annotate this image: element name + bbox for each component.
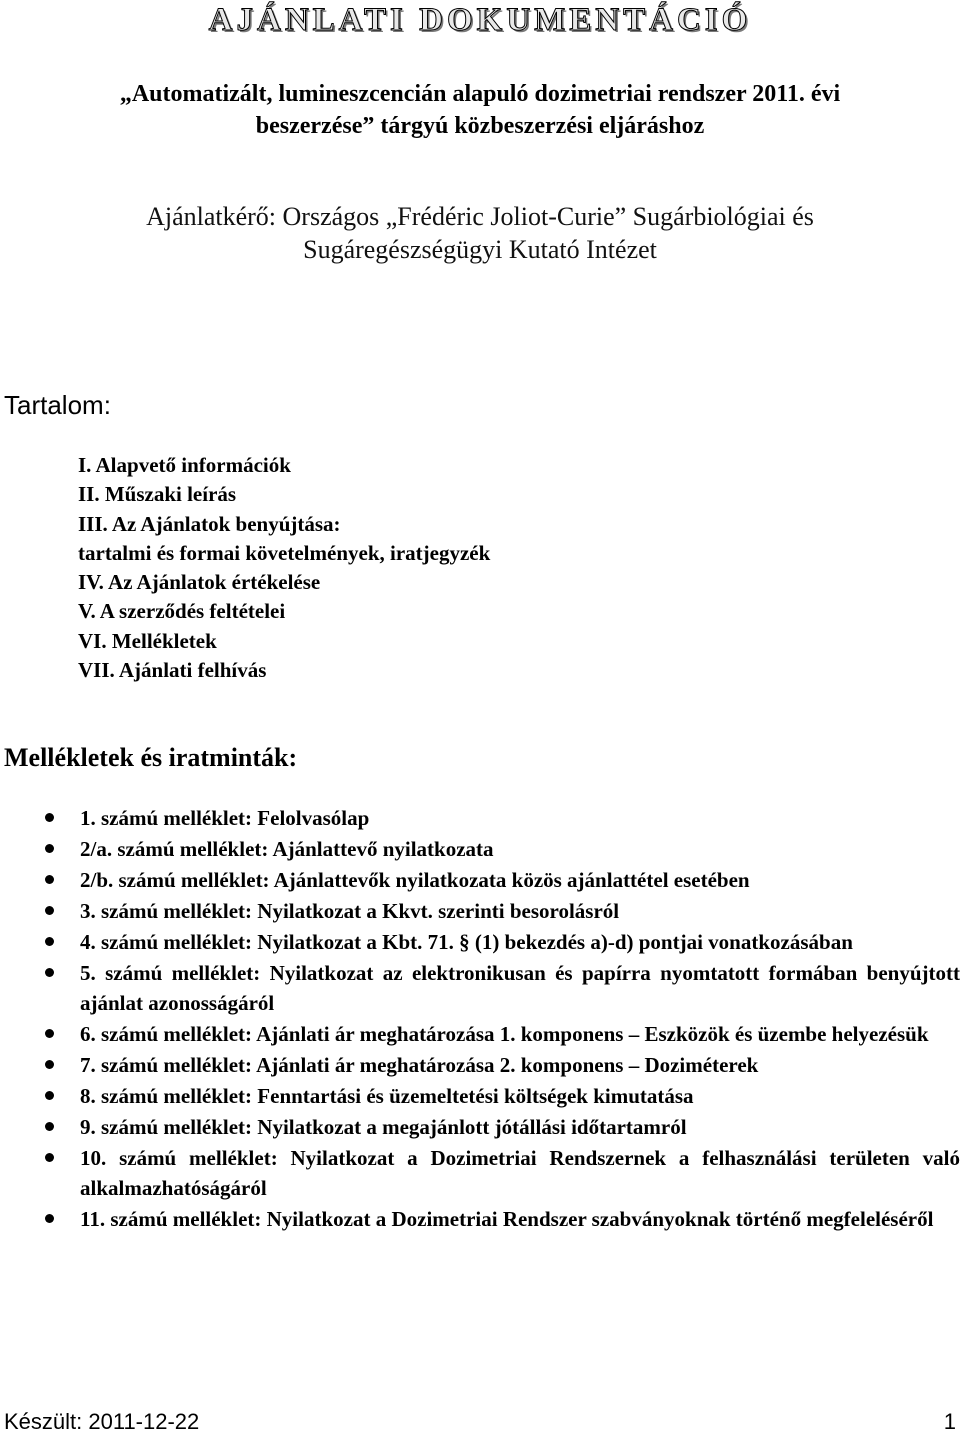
page-footer xyxy=(4,1410,956,1434)
annex-item-text: 7. számú melléklet: Ajánlati ár meghatározása 2. komponens – Doziméterek xyxy=(80,1053,759,1077)
bullet-icon xyxy=(45,968,54,977)
table-of-contents xyxy=(78,451,490,685)
bullet-icon xyxy=(45,1214,54,1223)
annex-item-text: 1. számú melléklet: Felolvasólap xyxy=(80,806,370,830)
annex-item-text: 6. számú melléklet: Ajánlati ár meghatározása 1. komponens – Eszközök és üzembe helyezésük xyxy=(80,1022,929,1046)
contracting-authority-line-1: Ajánlatkérő: Országos „Frédéric Joliot-Curie” Sugárbiológiai és xyxy=(146,202,814,231)
page-number: 1 xyxy=(943,1409,956,1434)
toc-item: VII. Ajánlati felhívás xyxy=(78,658,267,683)
annex-item-text: 2/a. számú melléklet: Ajánlattevő nyilatkozata xyxy=(80,837,494,861)
toc-item: II. Műszaki leírás xyxy=(78,482,237,507)
contracting-authority-line-2: Sugáregészségügyi Kutató Intézet xyxy=(303,235,657,264)
toc-item: VI. Mellékletek xyxy=(78,628,217,653)
annex-item-text: 5. számú melléklet: Nyilatkozat az elektronikusan és papírra nyomtatott formában benyújtott ajánlat azonosságáról xyxy=(80,961,960,1015)
toc-item-continuation: tartalmi és formai követelmények, iratjegyzék xyxy=(78,540,491,565)
annex-item xyxy=(80,958,960,1018)
subject-line-2: beszerzése” tárgyú közbeszerzési eljáráshoz xyxy=(255,113,705,139)
bullet-icon xyxy=(45,1122,54,1131)
annex-item xyxy=(80,803,960,833)
bullet-icon xyxy=(45,1153,54,1162)
annex-item xyxy=(80,1204,960,1234)
annex-item xyxy=(80,1112,960,1142)
document-title: AJÁNLATI DOKUMENTÁCIÓ xyxy=(208,2,752,38)
toc-item: V. A szerződés feltételei xyxy=(78,599,286,624)
subject-line-1: „Automatizált, lumineszcencián alapuló dozimetriai rendszer 2011. évi xyxy=(119,81,841,107)
bullet-icon xyxy=(45,813,54,822)
annex-item-text: 11. számú melléklet: Nyilatkozat a Dozimetriai Rendszer szabványoknak történő megfeleléséről xyxy=(80,1207,934,1231)
toc-item: III. Az Ajánlatok benyújtása: xyxy=(78,511,341,536)
contents-heading: Tartalom: xyxy=(4,390,111,420)
bullet-icon xyxy=(45,937,54,946)
annex-item xyxy=(80,927,960,957)
annex-item-text: 2/b. számú melléklet: Ajánlattevők nyilatkozata közös ajánlattétel esetében xyxy=(80,868,750,892)
annex-item xyxy=(80,1050,960,1080)
annex-item xyxy=(80,1143,960,1203)
annex-item-text: 8. számú melléklet: Fenntartási és üzemeltetési költségek kimutatása xyxy=(80,1084,694,1108)
procurement-subject xyxy=(40,78,920,142)
toc-item: I. Alapvető információk xyxy=(78,453,291,477)
annex-item xyxy=(80,1081,960,1111)
bullet-icon xyxy=(45,844,54,853)
annex-item xyxy=(80,865,960,895)
bullet-icon xyxy=(45,875,54,884)
bullet-icon xyxy=(45,1029,54,1038)
annex-item xyxy=(80,1019,960,1049)
annex-item xyxy=(80,834,960,864)
toc-item: IV. Az Ajánlatok értékelése xyxy=(78,570,321,595)
bullet-icon xyxy=(45,906,54,915)
annexes-heading: Mellékletek és iratminták: xyxy=(4,743,298,772)
annex-item-text: 4. számú melléklet: Nyilatkozat a Kbt. 71. § (1) bekezdés a)-d) pontjai vonatkozásában xyxy=(80,930,853,954)
annex-list xyxy=(80,803,960,1234)
contracting-authority xyxy=(60,200,900,266)
annex-item xyxy=(80,896,960,926)
annex-item-text: 3. számú melléklet: Nyilatkozat a Kkvt. szerinti besorolásról xyxy=(80,899,620,923)
annex-item-text: 9. számú melléklet: Nyilatkozat a megajánlott jótállási időtartamról xyxy=(80,1115,687,1139)
annex-item-text: 10. számú melléklet: Nyilatkozat a Dozimetriai Rendszernek a felhasználási területen való alkalmazhatóságáról xyxy=(80,1146,960,1200)
footer-date: Készült: 2011-12-22 xyxy=(4,1409,200,1434)
bullet-icon xyxy=(45,1060,54,1069)
bullet-icon xyxy=(45,1091,54,1100)
